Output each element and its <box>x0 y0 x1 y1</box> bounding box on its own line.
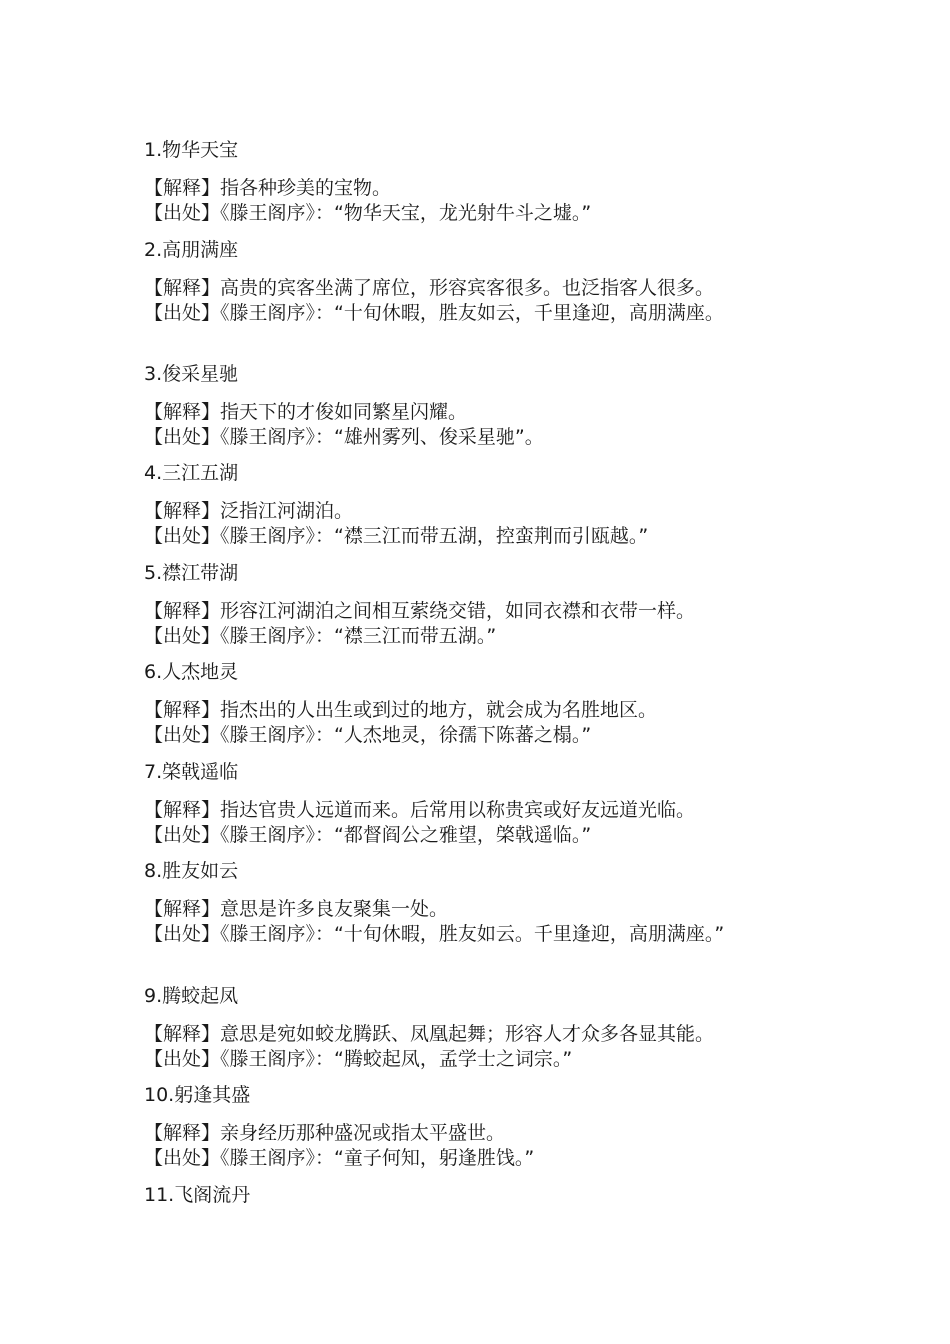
idiom-source: 【出处】《滕王阁序》：“腾蛟起凤，孟学士之词宗。” <box>144 1047 573 1070</box>
idiom-source: 【出处】《滕王阁序》：“襟三江而带五湖，控蛮荆而引瓯越。” <box>144 524 649 547</box>
idiom-entry-1 <box>144 138 794 225</box>
idiom-entry-7 <box>144 760 794 847</box>
idiom-title: 5.襟江带湖 <box>144 562 239 584</box>
idiom-explanation: 【解释】高贵的宾客坐满了席位，形容宾客很多。也泛指客人很多。 <box>144 277 715 299</box>
idiom-explanation: 【解释】亲身经历那种盛况或指太平盛世。 <box>144 1122 506 1144</box>
idiom-title: 10.躬逢其盛 <box>144 1084 251 1106</box>
idiom-explanation: 【解释】意思是许多良友聚集一处。 <box>144 898 449 920</box>
idiom-title: 3.俊采星驰 <box>144 363 239 385</box>
idiom-entry-6 <box>144 660 794 747</box>
idiom-explanation: 【解释】指各种珍美的宝物。 <box>144 177 392 199</box>
idiom-entry-4 <box>144 461 794 548</box>
idiom-source: 【出处】《滕王阁序》：“物华天宝，龙光射牛斗之墟。” <box>144 201 592 224</box>
idiom-entry-9 <box>144 984 794 1071</box>
idiom-entry-11 <box>144 1183 794 1207</box>
idiom-source: 【出处】《滕王阁序》：“襟三江而带五湖。” <box>144 624 497 647</box>
idiom-title: 11.飞阁流丹 <box>144 1184 251 1206</box>
idiom-entry-3 <box>144 362 794 449</box>
idiom-explanation: 【解释】意思是宛如蛟龙腾跃、凤凰起舞；形容人才众多各显其能。 <box>144 1023 715 1045</box>
idiom-explanation: 【解释】泛指江河湖泊。 <box>144 500 354 522</box>
idiom-title: 4.三江五湖 <box>144 462 239 484</box>
idiom-source: 【出处】《滕王阁序》：“都督阎公之雅望，棨戟遥临。” <box>144 823 592 846</box>
idiom-source: 【出处】《滕王阁序》：“童子何知，躬逢胜饯。” <box>144 1146 535 1169</box>
idiom-entry-5 <box>144 561 794 648</box>
idiom-entry-2 <box>144 238 794 325</box>
idiom-source: 【出处】《滕王阁序》：“十旬休暇，胜友如云，千里逢迎，高朋满座。 <box>144 301 724 324</box>
idiom-title: 1.物华天宝 <box>144 139 239 161</box>
idiom-title: 2.高朋满座 <box>144 239 239 261</box>
idiom-explanation: 【解释】指达官贵人远道而来。后常用以称贵宾或好友远道光临。 <box>144 799 696 821</box>
idiom-explanation: 【解释】形容江河湖泊之间相互萦绕交错，如同衣襟和衣带一样。 <box>144 600 696 622</box>
idiom-entry-8 <box>144 859 794 946</box>
idiom-source: 【出处】《滕王阁序》：“人杰地灵，徐孺下陈蕃之榻。” <box>144 723 592 746</box>
idiom-title: 9.腾蛟起凤 <box>144 985 239 1007</box>
idiom-explanation: 【解释】指天下的才俊如同繁星闪耀。 <box>144 401 468 423</box>
idiom-title: 7.棨戟遥临 <box>144 761 239 783</box>
idiom-title: 6.人杰地灵 <box>144 661 239 683</box>
idiom-source: 【出处】《滕王阁序》：“雄州雾列、俊采星驰”。 <box>144 425 544 448</box>
idiom-entry-10 <box>144 1083 794 1170</box>
idiom-explanation: 【解释】指杰出的人出生或到过的地方，就会成为名胜地区。 <box>144 699 658 721</box>
idiom-source: 【出处】《滕王阁序》：“十旬休暇，胜友如云。千里逢迎，高朋满座。” <box>144 922 725 945</box>
idiom-title: 8.胜友如云 <box>144 860 239 882</box>
